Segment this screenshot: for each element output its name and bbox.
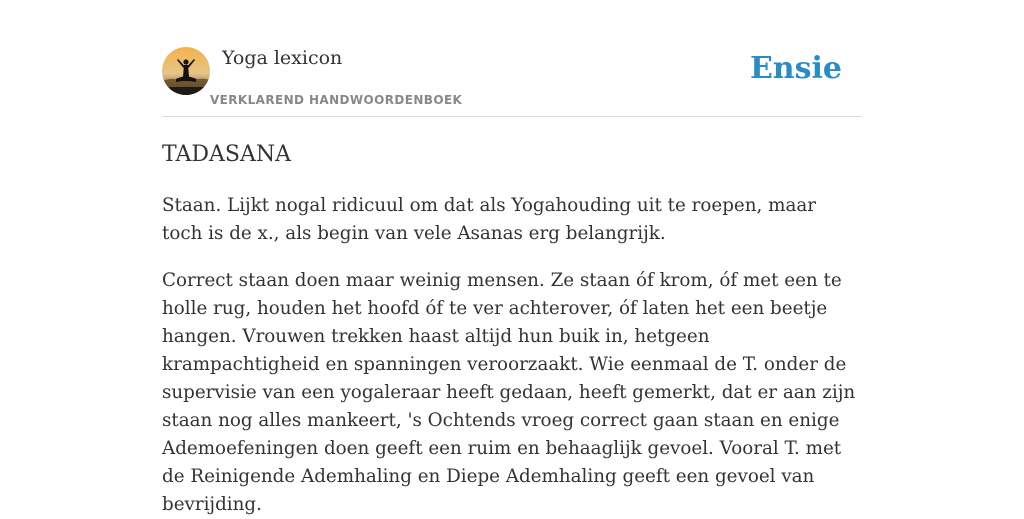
entry-paragraph: Correct staan doen maar weinig mensen. Ze staan óf krom, óf met een te holle rug, houden het hoofd óf te ver achterover, óf laten het een beetje hangen. Vrouwen trekken haast altijd hun buik in, hetgeen krampachtigheid en spanningen veroorzaakt. Wie eenmaal de T. onder de supervisie van een yogaleraar heeft gedaan, heeft gemerkt, dat er aan zijn staan nog alles mankeert, 's Ochtends vroeg correct gaan staan en enige Ademoefeningen doen geeft een ruim en behaaglijk gevoel. Vooral T. met de Reinigende Ademhaling en Diepe Ademhaling geeft een gevoel van bevrijding. xyxy=(162,270,856,515)
entry-title: TADASANA xyxy=(162,142,291,167)
yoga-meditation-silhouette-icon xyxy=(162,47,210,95)
page xyxy=(162,0,862,515)
header xyxy=(162,0,862,117)
brand-logo[interactable]: Ensie xyxy=(749,51,842,86)
entry-paragraph: Staan. Lijkt nogal ridicuul om dat als Yogahouding uit te roepen, maar toch is de x., als begin van vele Asanas erg belangrijk. xyxy=(162,195,817,244)
avatar[interactable] xyxy=(162,47,210,95)
lexicon-title[interactable]: Yoga lexicon xyxy=(222,47,343,69)
lexicon-subtitle: VERKLAREND HANDWOORDENBOEK xyxy=(210,93,463,107)
